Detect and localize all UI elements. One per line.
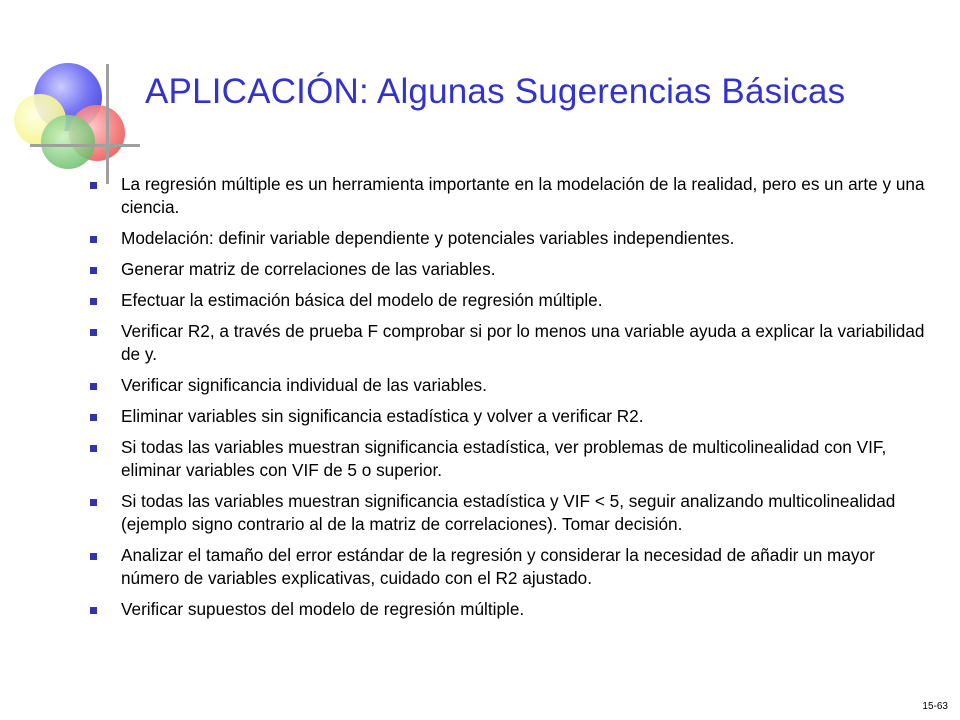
bullet-square-icon xyxy=(90,607,97,614)
bullet-item: Verificar R2, a través de prueba F comprobar si por lo menos una variable ayuda a explicar la variabilidad de y. xyxy=(90,320,930,366)
bullet-square-icon xyxy=(90,414,97,421)
bullet-square-icon xyxy=(90,182,97,189)
bullet-square-icon xyxy=(90,329,97,336)
green-circle xyxy=(41,115,95,169)
bullet-square-icon xyxy=(90,553,97,560)
bullet-item: Analizar el tamaño del error estándar de la regresión y considerar la necesidad de añadir un mayor número de variables explicativas, cuidado con el R2 ajustado. xyxy=(90,544,930,590)
bullet-item: Modelación: definir variable dependiente y potenciales variables independientes. xyxy=(90,227,930,250)
bullet-item: Si todas las variables muestran significancia estadística y VIF < 5, seguir analizando multicolinealidad (ejemplo signo contrario al de la matriz de correlaciones). Tomar decisión. xyxy=(90,490,930,536)
bullet-item: Eliminar variables sin significancia estadística y volver a verificar R2. xyxy=(90,405,930,428)
bullet-item: La regresión múltiple es un herramienta importante en la modelación de la realidad, pero es un arte y una ciencia. xyxy=(90,173,930,219)
bullet-item: Efectuar la estimación básica del modelo de regresión múltiple. xyxy=(90,289,930,312)
decorative-circles-logo xyxy=(0,0,140,200)
bullet-item: Si todas las variables muestran significancia estadística, ver problemas de multicolinealidad con VIF, eliminar variables con VIF de 5 o superior. xyxy=(90,436,930,482)
bullet-item: Verificar significancia individual de las variables. xyxy=(90,374,930,397)
vertical-rule xyxy=(106,64,109,184)
bullet-square-icon xyxy=(90,267,97,274)
bullet-list xyxy=(90,173,930,629)
bullet-item: Generar matriz de correlaciones de las variables. xyxy=(90,258,930,281)
bullet-square-icon xyxy=(90,445,97,452)
bullet-square-icon xyxy=(90,298,97,305)
bullet-item: Verificar supuestos del modelo de regresión múltiple. xyxy=(90,598,930,621)
bullet-square-icon xyxy=(90,383,97,390)
slide-title: APLICACIÓN: Algunas Sugerencias Básicas xyxy=(145,72,846,111)
horizontal-rule xyxy=(30,144,140,147)
bullet-square-icon xyxy=(90,236,97,243)
page-number: 15-63 xyxy=(922,701,948,712)
bullet-square-icon xyxy=(90,499,97,506)
